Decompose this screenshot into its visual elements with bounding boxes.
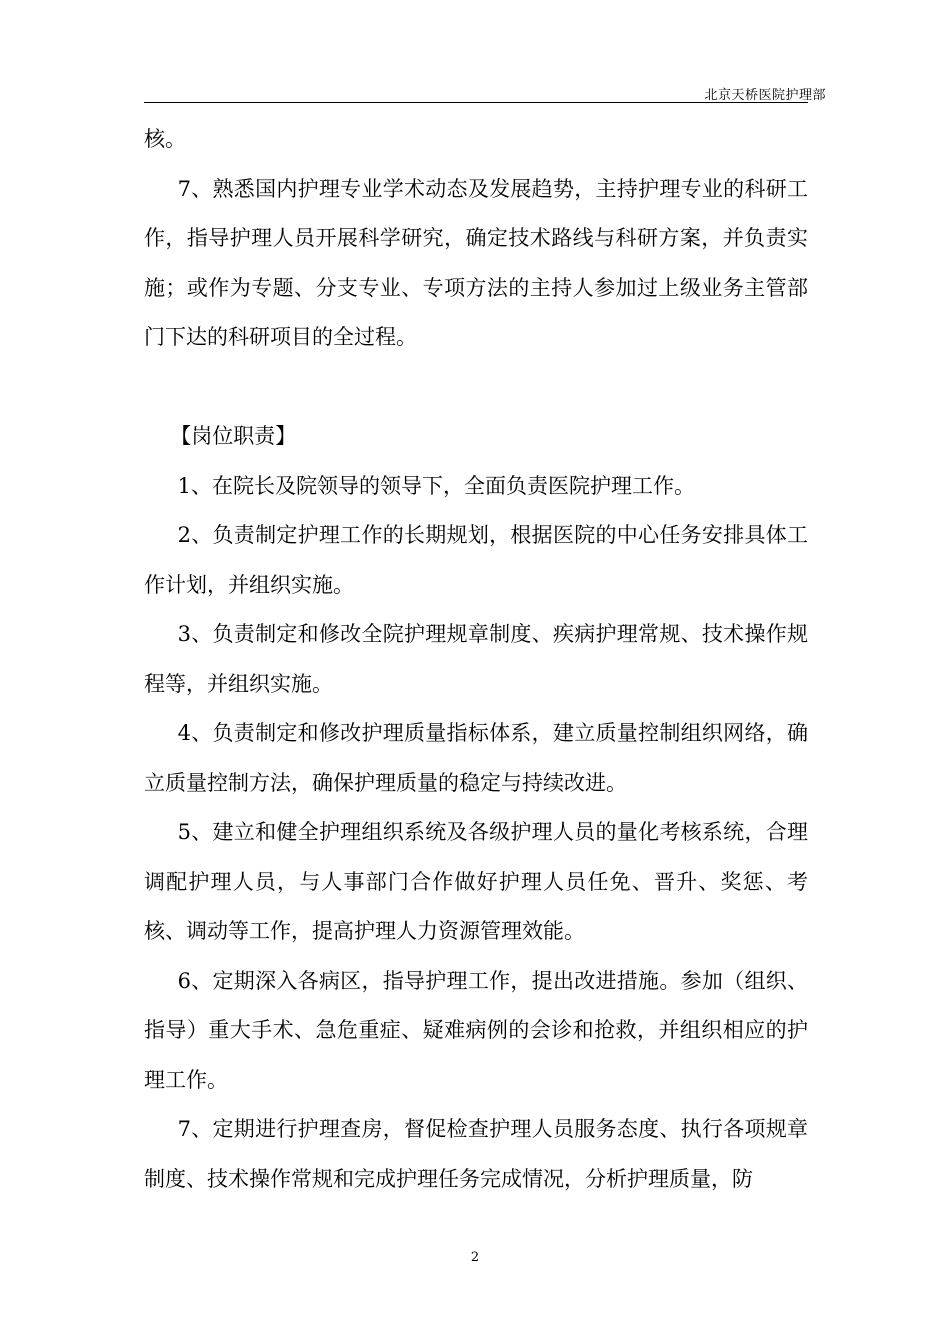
- section-heading: 【岗位职责】: [170, 424, 297, 448]
- duty-item-7: 7、定期进行护理查房，督促检查护理人员服务态度、执行各项规章制度、技术操作常规和完成护理任务完成情况，分析护理质量，防: [144, 1117, 808, 1191]
- duty-item-6: 6、定期深入各病区，指导护理工作，提出改进措施。参加（组织、指导）重大手术、急危重症、疑难病例的会诊和抢救，并组织相应的护理工作。: [144, 968, 808, 1092]
- duty-item-5: 5、建立和健全护理组织系统及各级护理人员的量化考核系统，合理调配护理人员，与人事部门合作做好护理人员任免、晋升、奖惩、考核、调动等工作，提高护理人力资源管理效能。: [144, 820, 808, 943]
- duty-item-4: 4、负责制定和修改护理质量指标体系，建立质量控制组织网络，确立质量控制方法，确保护理质量的稳定与持续改进。: [144, 721, 808, 795]
- page-header: 北京天桥医院护理部: [704, 88, 826, 103]
- header-divider: [144, 102, 808, 103]
- duty-item-3: 3、负责制定和修改全院护理规章制度、疾病护理常规、技术操作规程等，并组织实施。: [144, 622, 808, 696]
- document-body: [144, 115, 808, 1204]
- duty-item-2: 2、负责制定护理工作的长期规划，根据医院的中心任务安排具体工作计划，并组织实施。: [144, 523, 808, 597]
- continuation-paragraph: 核。: [144, 127, 186, 151]
- paragraph-spacer: [144, 363, 808, 413]
- duty-item-1: 1、在院长及院领导的领导下，全面负责医院护理工作。: [177, 473, 695, 498]
- page-number: 2: [470, 1250, 480, 1265]
- qualification-item-7: 7、熟悉国内护理专业学术动态及发展趋势，主持护理专业的科研工作，指导护理人员开展科学研究，确定技术路线与科研方案，并负责实施；或作为专题、分支专业、专项方法的主持人参加过上级业务主管部门下达的科研项目的全过程。: [144, 176, 808, 349]
